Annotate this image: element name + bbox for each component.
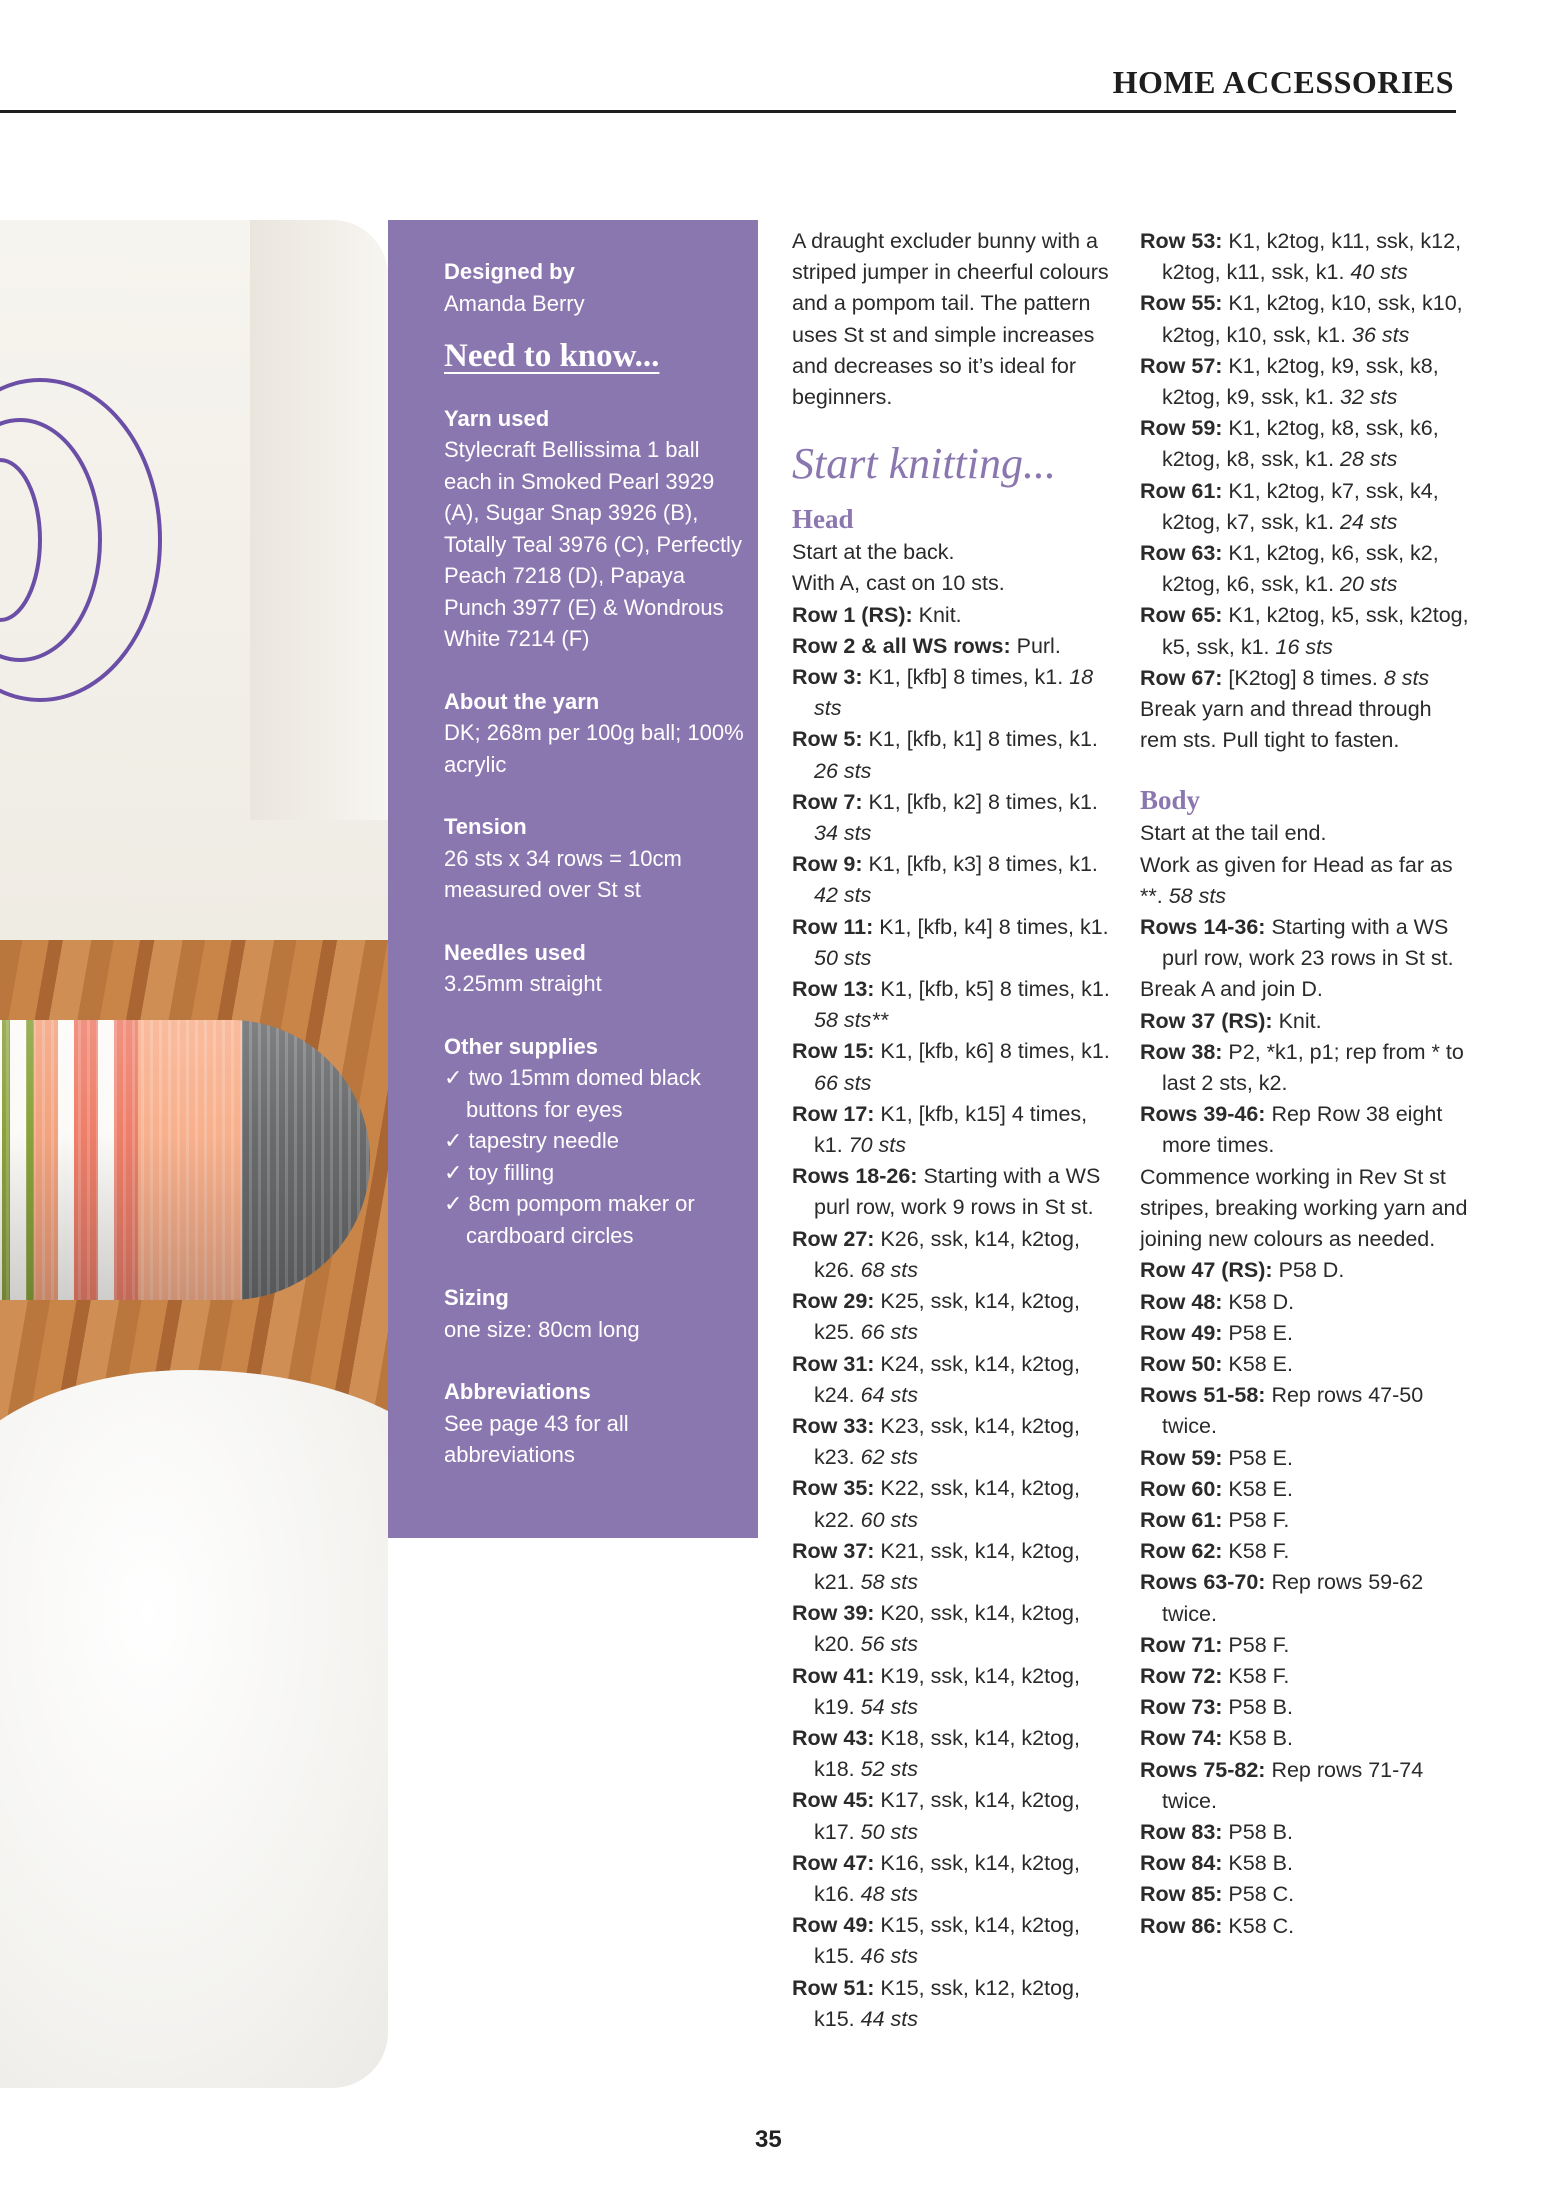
body-intro-1: Start at the tail end.: [1140, 821, 1327, 846]
pattern-row: Row 71: P58 F.: [1140, 1632, 1290, 1657]
head-outro: Break yarn and thread through rem sts. Pull tight to fasten.: [1140, 697, 1432, 753]
body-rows-c: [1140, 1255, 1470, 1941]
supply-item: ✓ two 15mm domed black buttons for eyes: [444, 1065, 701, 1122]
pattern-row: Row 83: P58 B.: [1140, 1819, 1293, 1844]
body-break-note: Break A and join D.: [1140, 977, 1323, 1002]
product-photo: [0, 220, 388, 2088]
pattern-row: Row 67: [K2tog] 8 times. 8 sts: [1140, 665, 1430, 690]
pattern-row: Row 48: K58 D.: [1140, 1289, 1295, 1314]
pattern-column-2: [1140, 226, 1470, 1942]
yarn-used-value: Stylecraft Bellissima 1 ball each in Smoked Pearl 3929 (A), Sugar Snap 3926 (B), Totally Teal 3976 (C), Perfectly Peach 7218 (D), Papaya Punch 3977 (E) & Wondrous White 7214 (F): [444, 437, 742, 651]
pattern-row: Row 9: K1, [kfb, k3] 8 times, k1. 42 sts: [792, 852, 1098, 908]
head-intro-2: With A, cast on 10 sts.: [792, 571, 1005, 596]
body-rows-a: [1140, 912, 1470, 974]
pattern-row: Row 27: K26, ssk, k14, k2tog, k26. 68 sts: [792, 1226, 1080, 1282]
pattern-row: Rows 39-46: Rep Row 38 eight more times.: [1140, 1102, 1443, 1158]
sizing-label: Sizing: [444, 1285, 509, 1310]
pattern-row: Row 86: K58 C.: [1140, 1913, 1295, 1938]
pattern-row: Row 65: K1, k2tog, k5, ssk, k2tog, k5, ssk, k1. 16 sts: [1140, 603, 1469, 659]
body-commence-note: Commence working in Rev St st stripes, breaking working yarn and joining new colours as needed.: [1140, 1164, 1468, 1252]
photo-decorative-ear-loops: [0, 370, 200, 730]
pattern-row: Row 59: K1, k2tog, k8, ssk, k6, k2tog, k8, ssk, k1. 28 sts: [1140, 416, 1439, 472]
supply-item: ✓ tapestry needle: [444, 1128, 619, 1153]
pattern-row: Row 47 (RS): P58 D.: [1140, 1258, 1345, 1283]
other-supplies-label: Other supplies: [444, 1033, 599, 1059]
pattern-row: Row 5: K1, [kfb, k1] 8 times, k1. 26 sts: [792, 727, 1098, 783]
section-header: HOME ACCESSORIES: [1112, 64, 1454, 100]
pattern-row: Row 61: K1, k2tog, k7, ssk, k4, k2tog, k7, ssk, k1. 24 sts: [1140, 478, 1439, 534]
pattern-row: Row 1 (RS): Knit.: [792, 602, 962, 627]
photo-door: [250, 220, 388, 820]
pattern-row: Row 49: P58 E.: [1140, 1320, 1293, 1345]
page-number: 35: [755, 2126, 782, 2153]
body-heading: Body: [1140, 785, 1201, 816]
header-rule: [0, 110, 1456, 113]
pattern-row: Row 47: K16, ssk, k14, k2tog, k16. 48 sts: [792, 1850, 1080, 1906]
pattern-row: Row 49: K15, ssk, k14, k2tog, k15. 46 sts: [792, 1913, 1080, 1969]
pattern-row: Row 2 & all WS rows: Purl.: [792, 633, 1061, 658]
pattern-row: Row 33: K23, ssk, k14, k2tog, k23. 62 sts: [792, 1413, 1080, 1470]
pattern-row: Row 51: K15, ssk, k12, k2tog, k15. 44 sts: [792, 1975, 1080, 2031]
head-rows-part-2: [1140, 226, 1470, 694]
pattern-row: Row 13: K1, [kfb, k5] 8 times, k1. 58 sts**: [792, 977, 1110, 1033]
pattern-row: Rows 63-70: Rep rows 59-62 twice.: [1140, 1570, 1424, 1626]
head-heading: Head: [792, 504, 854, 535]
pattern-row: Row 84: K58 B.: [1140, 1851, 1293, 1876]
pattern-row: Row 57: K1, k2tog, k9, ssk, k8, k2tog, k9, ssk, k1. 32 sts: [1140, 353, 1439, 410]
need-to-know-panel: [388, 220, 758, 1538]
photo-knitted-bunny: [0, 1020, 370, 1300]
pattern-row: Row 53: K1, k2tog, k11, ssk, k12, k2tog, k11, ssk, k1. 40 sts: [1140, 229, 1462, 285]
pattern-row: Row 37 (RS): Knit.: [1140, 1008, 1322, 1033]
needles-value: 3.25mm straight: [444, 971, 602, 996]
pattern-row: Rows 75-82: Rep rows 71-74 twice.: [1140, 1757, 1424, 1813]
pattern-row: Row 35: K22, ssk, k14, k2tog, k22. 60 sts: [792, 1476, 1080, 1532]
pattern-row: Rows 51-58: Rep rows 47-50 twice.: [1140, 1383, 1424, 1439]
pattern-row: Rows 14-36: Starting with a WS purl row, work 23 rows in St st.: [1140, 915, 1454, 971]
body-intro-2: Work as given for Head as far as **. 58 sts: [1140, 852, 1453, 908]
designer-name: Amanda Berry: [444, 290, 585, 316]
pattern-row: Row 63: K1, k2tog, k6, ssk, k2, k2tog, k6, ssk, k1. 20 sts: [1140, 541, 1439, 597]
pattern-row: Row 38: P2, *k1, p1; rep from * to last 2 sts, k2.: [1140, 1039, 1464, 1096]
need-to-know-heading: Need to know...: [444, 338, 660, 374]
body-rows-b: [1140, 1006, 1470, 1162]
pattern-row: Row 85: P58 C.: [1140, 1882, 1295, 1907]
pattern-row: Rows 18-26: Starting with a WS purl row, work 9 rows in St st.: [792, 1164, 1101, 1220]
pattern-row: Row 74: K58 B.: [1140, 1726, 1293, 1751]
abbreviations-label: Abbreviations: [444, 1379, 591, 1404]
supply-item: ✓ 8cm pompom maker or cardboard circles: [444, 1191, 695, 1248]
about-yarn-value: DK; 268m per 100g ball; 100% acrylic: [444, 720, 744, 777]
pattern-column-1: [792, 226, 1114, 2035]
pattern-row: Row 73: P58 B.: [1140, 1695, 1293, 1720]
pattern-row: Row 72: K58 F.: [1140, 1663, 1290, 1688]
pattern-row: Row 62: K58 F.: [1140, 1539, 1290, 1564]
pattern-row: Row 59: P58 E.: [1140, 1445, 1293, 1470]
designed-by-label: Designed by: [444, 259, 575, 284]
supply-item: ✓ toy filling: [444, 1159, 555, 1185]
pattern-row: Row 17: K1, [kfb, k15] 4 times, k1. 70 sts: [792, 1101, 1088, 1158]
pattern-row: Row 15: K1, [kfb, k6] 8 times, k1. 66 sts: [792, 1039, 1110, 1095]
pattern-row: Row 55: K1, k2tog, k10, ssk, k10, k2tog, k10, ssk, k1. 36 sts: [1140, 291, 1463, 347]
pattern-row: Row 29: K25, ssk, k14, k2tog, k25. 66 sts: [792, 1289, 1080, 1345]
intro-paragraph: A draught excluder bunny with a striped jumper in cheerful colours and a pompom tail. The pattern uses St st and simple increases and decreases so it’s ideal for beginners.: [792, 229, 1109, 410]
yarn-used-label: Yarn used: [444, 405, 550, 431]
sizing-value: one size: 80cm long: [444, 1316, 640, 1342]
pattern-row: Row 60: K58 E.: [1140, 1476, 1293, 1501]
pattern-row: Row 3: K1, [kfb] 8 times, k1. 18 sts: [792, 665, 1094, 721]
tension-value: 26 sts x 34 rows = 10cm measured over St st: [444, 845, 682, 902]
pattern-row: Row 61: P58 F.: [1140, 1507, 1290, 1532]
pattern-row: Row 41: K19, ssk, k14, k2tog, k19. 54 sts: [792, 1663, 1080, 1719]
photo-fluffy-rug: [0, 1370, 388, 2088]
start-knitting-title: Start knitting...: [792, 439, 1056, 489]
pattern-row: Row 37: K21, ssk, k14, k2tog, k21. 58 sts: [792, 1538, 1080, 1594]
pattern-row: Row 50: K58 E.: [1140, 1351, 1293, 1376]
abbreviations-value: See page 43 for all abbreviations: [444, 1410, 629, 1467]
head-intro-1: Start at the back.: [792, 540, 955, 565]
tension-label: Tension: [444, 814, 527, 839]
about-yarn-label: About the yarn: [444, 688, 600, 714]
pattern-row: Row 39: K20, ssk, k14, k2tog, k20. 56 sts: [792, 1601, 1080, 1657]
needles-label: Needles used: [444, 939, 586, 965]
head-rows-part-1: [792, 600, 1114, 2035]
pattern-row: Row 43: K18, ssk, k14, k2tog, k18. 52 sts: [792, 1725, 1080, 1782]
pattern-row: Row 11: K1, [kfb, k4] 8 times, k1. 50 sts: [792, 914, 1109, 970]
pattern-row: Row 31: K24, ssk, k14, k2tog, k24. 64 sts: [792, 1351, 1080, 1407]
pattern-row: Row 7: K1, [kfb, k2] 8 times, k1. 34 sts: [792, 789, 1098, 846]
pattern-row: Row 45: K17, ssk, k14, k2tog, k17. 50 sts: [792, 1788, 1080, 1844]
